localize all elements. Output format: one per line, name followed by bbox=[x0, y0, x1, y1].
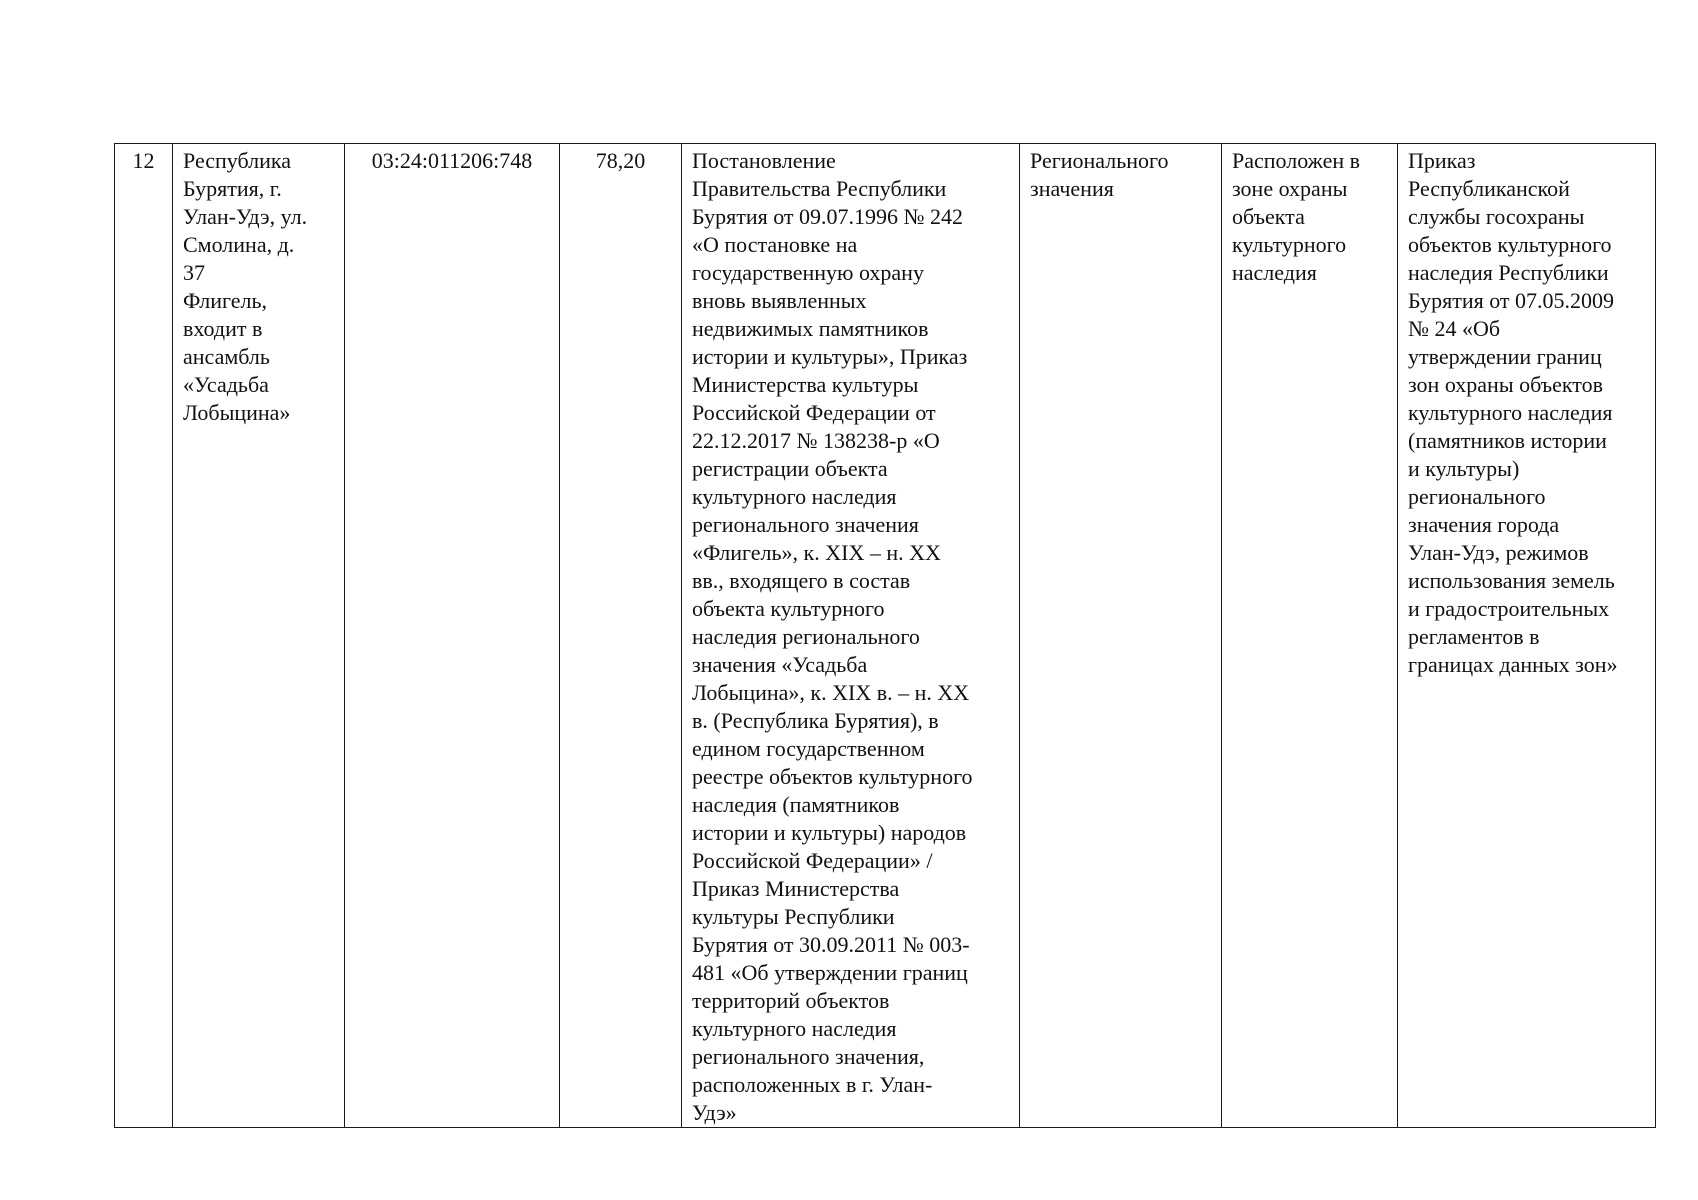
area-cell: 78,20 bbox=[560, 144, 682, 1128]
heritage-registry-table bbox=[114, 143, 1656, 1128]
zone-order-cell: Приказ Республиканской службы госохраны объектов культурного наследия Республики Бурятия от 07.05.2009 № 24 «Об утверждении границ зон охраны объектов культурного наследия (памятников истории и культуры) регионального значения города Улан-Удэ, режимов использования земель и градостроительных регламентов в границах данных зон» bbox=[1398, 144, 1656, 1128]
cadastral-number-cell: 03:24:011206:748 bbox=[345, 144, 560, 1128]
table-row bbox=[115, 144, 1656, 1128]
legal-basis-cell: Постановление Правительства Республики Бурятия от 09.07.1996 № 242 «О постановке на государственную охрану вновь выявленных недвижимых памятников истории и культуры», Приказ Министерства культуры Российской Федерации от 22.12.2017 № 138238-р «О регистрации объекта культурного наследия регионального значения «Флигель», к. XIX – н. XX вв., входящего в состав объекта культурного наследия регионального значения «Усадьба Лобыцина», к. XIX в. – н. XX в. (Республика Бурятия), в едином государственном реестре объектов культурного наследия (памятников истории и культуры) народов Российской Федерации» / Приказ Министерства культуры Республики Бурятия от 30.09.2011 № 003- 481 «Об утверждении границ территорий объектов культурного наследия регионального значения, расположенных в г. Улан- Удэ» bbox=[682, 144, 1020, 1128]
category-cell: Регионального значения bbox=[1020, 144, 1222, 1128]
zone-status-cell: Расположен в зоне охраны объекта культурного наследия bbox=[1222, 144, 1398, 1128]
row-number-cell: 12 bbox=[115, 144, 173, 1128]
address-cell: Республика Бурятия, г. Улан-Удэ, ул. Смолина, д. 37 Флигель, входит в ансамбль «Усадьба Лобыцина» bbox=[173, 144, 345, 1128]
